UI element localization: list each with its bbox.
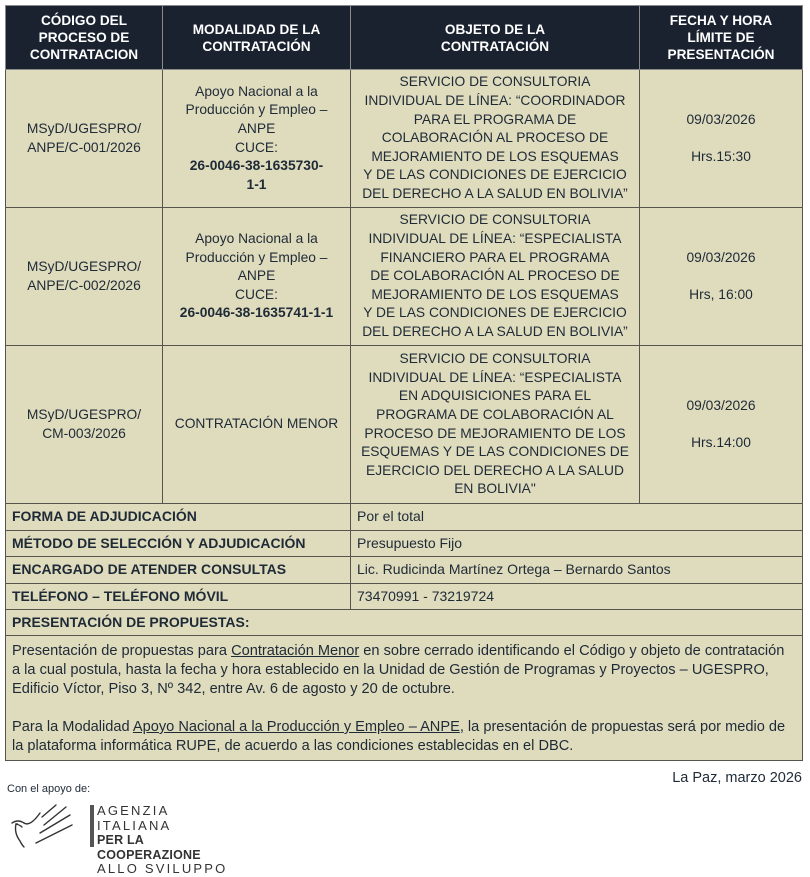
object-line: ESQUEMAS Y DE LAS CONDICIONES DE xyxy=(361,444,629,460)
info-value: Presupuesto Fijo xyxy=(351,530,803,557)
modality-line: ANPE xyxy=(237,120,276,136)
modality-line: Apoyo Nacional a la xyxy=(195,83,318,99)
object-line: PARA EL PROGRAMA DE xyxy=(413,111,577,127)
object-line: INDIVIDUAL DE LÍNEA: “ESPECIALISTA xyxy=(368,369,622,385)
process-code xyxy=(6,208,163,346)
object-line: PROCESO DE MEJORAMIENTO DE LOS xyxy=(364,425,626,441)
info-value: Por el total xyxy=(351,504,803,531)
header-line: CONTRATACION xyxy=(29,47,139,62)
presentation-header-row xyxy=(6,610,803,636)
info-row-phone xyxy=(6,583,803,610)
place-date: La Paz, marzo 2026 xyxy=(672,770,802,786)
object-line: EN BOLIVIA" xyxy=(454,481,536,497)
deadline-time: Hrs.15:30 xyxy=(691,148,751,164)
contract-object xyxy=(351,70,640,208)
info-row-contact-person xyxy=(6,557,803,584)
presentation-body xyxy=(6,636,803,761)
deadline-time: Hrs.14:00 xyxy=(691,434,751,450)
logo-line: PER LA COOPERAZIONE xyxy=(97,833,201,862)
object-line: PROGRAMA DE COLABORACIÓN AL xyxy=(376,406,614,422)
table-row xyxy=(6,70,803,208)
presentation-title: PRESENTACIÓN DE PROPUESTAS: xyxy=(6,610,803,636)
underlined-term: Contratación Menor xyxy=(231,643,360,659)
presentation-paragraph-1 xyxy=(12,642,796,699)
modality-line: ANPE xyxy=(237,268,276,284)
cuce-code: 26-0046-38-1635730- xyxy=(189,158,324,174)
object-line: MEJORAMIENTO DE LOS ESQUEMAS xyxy=(371,148,619,164)
deadline-time: Hrs, 16:00 xyxy=(689,286,753,302)
header-modality xyxy=(163,6,351,70)
code-line: MSyD/UGESPRO/ xyxy=(26,120,142,136)
underlined-term: Apoyo Nacional a la Producción y Empleo – ANPE xyxy=(132,719,460,735)
code-line: ANPE/C-002/2026 xyxy=(27,277,141,293)
modality-line: Producción y Empleo – xyxy=(185,102,328,118)
table-row xyxy=(6,208,803,346)
modality xyxy=(163,70,351,208)
info-label: ENCARGADO DE ATENDER CONSULTAS xyxy=(6,557,351,584)
text: Presentación de propuestas para xyxy=(12,643,232,659)
object-line: DEL DERECHO A LA SALUD EN BOLIVIA” xyxy=(362,185,628,201)
code-line: MSyD/UGESPRO/ xyxy=(26,258,142,274)
tender-table xyxy=(5,5,803,761)
text: en sobre cerrado identificando el Código y objeto de contratación a la cual postula, hasta la fecha y hora establecido en la Unidad de Gestión de Programas y Proyectos – UGESPRO, Edificio Víctor, Piso 3, Nº 342, entre Av. 6 de agosto y 20 de octubre. xyxy=(12,643,785,697)
header-object xyxy=(351,6,640,70)
object-line: SERVICIO DE CONSULTORIA xyxy=(399,351,591,367)
deadline-date: 09/03/2026 xyxy=(686,397,756,413)
info-value: Lic. Rudicinda Martínez Ortega – Bernardo Santos xyxy=(351,557,803,584)
header-line: OBJETO DE LA xyxy=(444,21,546,37)
header-deadline xyxy=(640,6,803,70)
info-row-selection-method xyxy=(6,530,803,557)
header-line: MODALIDAD DE LA xyxy=(192,21,321,37)
modality xyxy=(163,208,351,346)
deadline xyxy=(640,346,803,504)
deadline-date: 09/03/2026 xyxy=(686,111,756,127)
modality-line: CONTRATACIÓN MENOR xyxy=(174,416,339,432)
deadline xyxy=(640,70,803,208)
deadline-date: 09/03/2026 xyxy=(686,249,756,265)
header-line: FECHA Y HORA xyxy=(669,13,773,28)
logo-line: ALLO SVILUPPO xyxy=(97,861,228,876)
object-line: COLABORACIÓN AL PROCESO DE xyxy=(381,130,609,146)
modality-line: CUCE: xyxy=(235,139,278,155)
object-line: SERVICIO DE CONSULTORIA xyxy=(399,74,591,90)
logo-line: AGENZIA ITALIANA xyxy=(97,803,172,833)
object-line: FINANCIERO PARA EL PROGRAMA xyxy=(380,249,610,265)
support-label: Con el apoyo de: xyxy=(7,783,91,795)
contract-object xyxy=(351,346,640,504)
info-label: FORMA DE ADJUDICACIÓN xyxy=(6,504,351,531)
header-line: PRESENTACIÓN xyxy=(667,47,775,62)
code-line: CM-003/2026 xyxy=(42,425,126,441)
modality xyxy=(163,346,351,504)
presentation-paragraph-2 xyxy=(12,718,796,756)
info-label: TELÉFONO – TELÉFONO MÓVIL xyxy=(6,583,351,610)
logo-divider xyxy=(90,805,94,847)
header-line: PROCESO DE xyxy=(38,30,130,45)
process-code xyxy=(6,70,163,208)
object-line: SERVICIO DE CONSULTORIA xyxy=(399,212,591,228)
object-line: Y DE LAS CONDICIONES DE EJERCICIO xyxy=(363,305,627,321)
object-line: EJERCICIO DEL DERECHO A LA SALUD xyxy=(366,462,624,478)
info-label: MÉTODO DE SELECCIÓN Y ADJUDICACIÓN xyxy=(6,530,351,557)
logo-text xyxy=(97,804,240,877)
aics-logo xyxy=(10,803,240,876)
cuce-code: 26-0046-38-1635741-1-1 xyxy=(179,305,334,321)
header-code xyxy=(6,6,163,70)
header-line: CONTRATACIÓN xyxy=(440,38,550,54)
contract-object xyxy=(351,208,640,346)
modality-line: Producción y Empleo – xyxy=(185,249,328,265)
text: , la presentación de propuestas será por medio de la plataforma informática RUPE, de acuerdo a las condiciones establecidas en el DBC. xyxy=(12,719,786,754)
header-line: CÓDIGO DEL xyxy=(40,13,128,28)
header-line: CONTRATACIÓN xyxy=(202,38,311,54)
info-row-award-form xyxy=(6,504,803,531)
code-line: MSyD/UGESPRO/ xyxy=(26,406,142,422)
table-header-row xyxy=(6,6,803,70)
modality-line: CUCE: xyxy=(235,286,278,302)
object-line: DEL DERECHO A LA SALUD EN BOLIVIA” xyxy=(362,323,628,339)
object-line: EN ADQUISICIONES PARA EL xyxy=(398,388,592,404)
table-row xyxy=(6,346,803,504)
deadline xyxy=(640,208,803,346)
info-value: 73470991 - 73219724 xyxy=(351,583,803,610)
presentation-body-row xyxy=(6,636,803,761)
cuce-code: 1-1 xyxy=(246,176,267,192)
text: Para la Modalidad xyxy=(12,719,133,735)
dove-hand-icon xyxy=(10,803,88,851)
modality-line: Apoyo Nacional a la xyxy=(195,231,318,247)
object-line: MEJORAMIENTO DE LOS ESQUEMAS xyxy=(371,286,619,302)
header-line: LÍMITE DE xyxy=(687,30,755,45)
object-line: Y DE LAS CONDICIONES DE EJERCICIO xyxy=(363,167,627,183)
object-line: INDIVIDUAL DE LÍNEA: “ESPECIALISTA xyxy=(368,231,622,247)
process-code xyxy=(6,346,163,504)
object-line: DE COLABORACIÓN AL PROCESO DE xyxy=(370,268,620,284)
object-line: INDIVIDUAL DE LÍNEA: “COORDINADOR xyxy=(364,93,626,109)
code-line: ANPE/C-001/2026 xyxy=(27,139,141,155)
